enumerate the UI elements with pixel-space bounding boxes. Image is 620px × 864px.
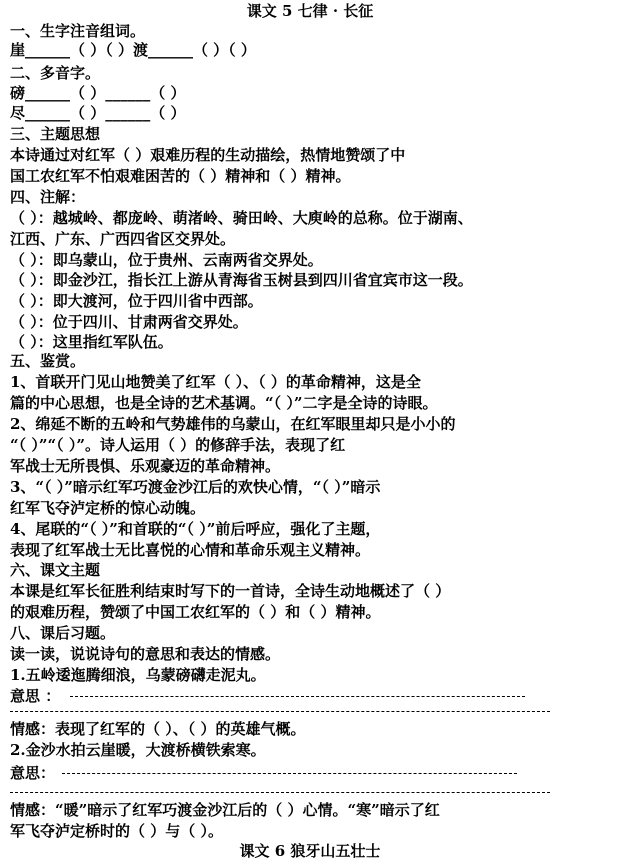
emotion-text: 情感：“暖”暗示了红军巧渡金沙江后的（ ）心情。“寒”暗示了红 (10, 801, 440, 819)
meaning-label: 意思： (10, 764, 56, 782)
section-heading-vocab: 一、生字注音组词。 (10, 22, 146, 40)
appreciation-text: 4、尾联的“（ ）”和首联的“（ ）”前后呼应，强化了主题， (10, 520, 381, 538)
section-heading-exercises: 八、课后习题。 (10, 624, 116, 642)
appreciation-text: 篇的中心思想，也是全诗的艺术基调。“（ ）”二字是全诗的诗眼。 (10, 394, 438, 412)
lesson-theme-text: 本课是红军长征胜利结束时写下的一首诗，全诗生动地概述了（ ） (10, 582, 451, 600)
appreciation-text: 红军飞夺泸定桥的惊心动魄。 (10, 499, 206, 517)
note-line: （ ）：位于四川、甘肃两省交界处。 (10, 313, 248, 331)
vocab-line: 崖______（ ）（ ）渡______（ ）（ ） (10, 41, 256, 59)
poem-line: 1.五岭逶迤腾细浪，乌蒙磅礴走泥丸。 (10, 666, 266, 684)
section-heading-lesson-theme: 六、课文主题 (10, 561, 101, 579)
note-line: （ ）：即金沙江，指长江上游从青海省玉树县到四川省宜宾市这一段。 (10, 271, 473, 289)
section-heading-notes: 四、注解： (10, 188, 86, 206)
answer-line (10, 792, 550, 793)
section-heading-appreciation: 五、鉴赏。 (10, 352, 86, 370)
lesson-theme-text: 的艰难历程，赞颂了中国工农红军的（ ）和（ ）精神。 (10, 603, 381, 621)
polyphone-line: 尽______（ ）______（ ） (10, 104, 186, 122)
answer-line (10, 711, 550, 712)
poem-line: 2.金沙水拍云崖暖，大渡桥横铁索寒。 (10, 741, 266, 759)
note-line: （ ）：即大渡河，位于四川省中西部。 (10, 292, 263, 310)
appreciation-text: 1、首联开门见山地赞美了红军（ ）、（ ）的革命精神，这是全 (10, 373, 421, 391)
emotion-text: 情感：表现了红军的（ ）、（ ）的英雄气概。 (10, 720, 306, 738)
answer-line (62, 773, 517, 774)
emotion-text: 军飞夺泸定桥时的（ ）与（ ）。 (10, 822, 223, 840)
note-line: （ ）：越城岭、都庞岭、萌渚岭、骑田岭、大庾岭的总称。位于湖南、 (10, 209, 473, 227)
note-line: （ ）：这里指红军队伍。 (10, 333, 173, 351)
appreciation-text: 3、“（ ）”暗示红军巧渡金沙江后的欢快心情，“（ ）”暗示 (10, 478, 381, 496)
polyphone-line: 磅______（ ）______（ ） (10, 84, 186, 102)
theme-text: 本诗通过对红军（ ）艰难历程的生动描绘，热情地赞颂了中 (10, 146, 406, 164)
section-heading-polyphone: 二、多音字。 (10, 64, 101, 82)
appreciation-text: 2、绵延不断的五岭和气势雄伟的乌蒙山，在红军眼里却只是小小的 (10, 415, 456, 433)
answer-line (70, 696, 525, 697)
lesson-title: 课文 5 七律 · 长征 (246, 2, 374, 20)
next-lesson-title: 课文 6 狼牙山五壮士 (239, 842, 381, 860)
section-heading-theme: 三、主题思想 (10, 125, 101, 143)
appreciation-text: “（ ）”“（ ）”。诗人运用（ ）的修辞手法，表现了红 (10, 436, 346, 454)
note-line: 江西、广东、广西四省区交界处。 (10, 230, 236, 248)
note-line: （ ）：即乌蒙山，位于贵州、云南两省交界处。 (10, 251, 323, 269)
theme-text: 国工农红军不怕艰难困苦的（ ）精神和（ ）精神。 (10, 167, 351, 185)
meaning-label: 意思 ： (10, 687, 61, 705)
exercise-instruction: 读一读，说说诗句的意思和表达的情感。 (10, 645, 281, 663)
appreciation-text: 军战士无所畏惧、乐观豪迈的革命精神。 (10, 457, 281, 475)
appreciation-text: 表现了红军战士无比喜悦的心情和革命乐观主义精神。 (10, 541, 371, 559)
